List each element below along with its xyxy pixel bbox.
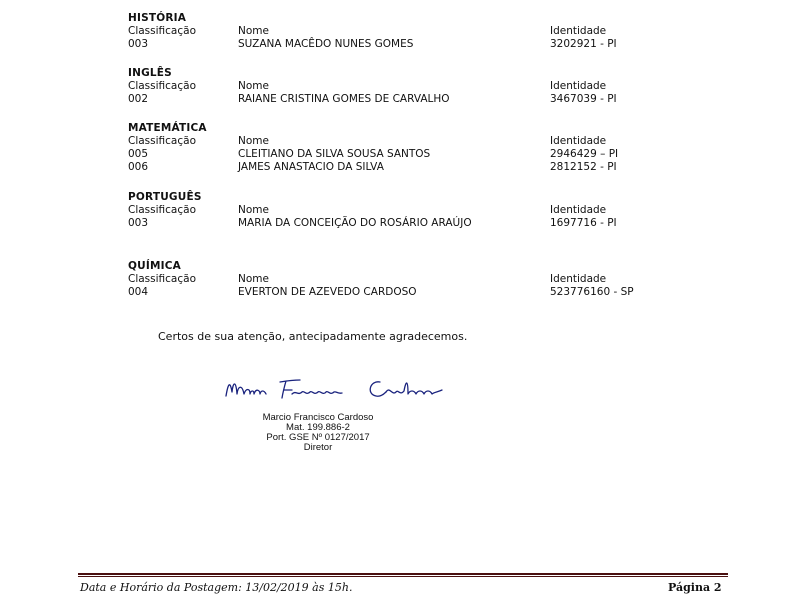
subject-title: PORTUGUÊS xyxy=(128,191,202,203)
subject-title: QUÍMICA xyxy=(128,260,181,272)
footer-rule-thin xyxy=(78,576,728,577)
handwritten-signature xyxy=(220,372,460,408)
header-classificacao: Classificação xyxy=(128,204,196,216)
header-identidade: Identidade xyxy=(550,135,607,147)
cell-nome: MARIA DA CONCEIÇÃO DO ROSÁRIO ARAÚJO xyxy=(238,217,472,229)
section-portugues xyxy=(128,191,688,230)
cell-classificacao: 003 xyxy=(128,217,149,229)
cell-nome: EVERTON DE AZEVEDO CARDOSO xyxy=(238,286,417,298)
cell-classificacao: 005 xyxy=(128,148,149,160)
header-row xyxy=(128,25,688,38)
cell-classificacao: 003 xyxy=(128,38,149,50)
cell-identidade: 1697716 - PI xyxy=(550,217,617,229)
header-row xyxy=(128,273,688,286)
header-classificacao: Classificação xyxy=(128,25,196,37)
table-row xyxy=(128,217,688,230)
cell-classificacao: 004 xyxy=(128,286,149,298)
footer-rule xyxy=(78,573,728,575)
cell-nome: SUZANA MACÊDO NUNES GOMES xyxy=(238,38,414,50)
subject-title: HISTÓRIA xyxy=(128,12,187,24)
header-classificacao: Classificação xyxy=(128,135,196,147)
header-nome: Nome xyxy=(238,135,269,147)
header-row xyxy=(128,80,688,93)
header-identidade: Identidade xyxy=(550,80,607,92)
header-nome: Nome xyxy=(238,80,269,92)
signer-name: Marcio Francisco Cardoso xyxy=(262,412,374,423)
cell-classificacao: 006 xyxy=(128,161,149,173)
closing-text: Certos de sua atenção, antecipadamente agradecemos. xyxy=(158,330,468,343)
section-matematica xyxy=(128,122,688,174)
cell-identidade: 523776160 - SP xyxy=(550,286,634,298)
cell-identidade: 3202921 - PI xyxy=(550,38,617,50)
header-nome: Nome xyxy=(238,204,269,216)
table-row xyxy=(128,148,688,161)
cell-identidade: 2812152 - PI xyxy=(550,161,617,173)
subject-title: INGLÊS xyxy=(128,67,172,79)
table-row xyxy=(128,286,688,299)
signer-mat: Mat. 199.886-2 xyxy=(286,422,350,433)
header-row xyxy=(128,135,688,148)
section-ingles xyxy=(128,67,688,106)
footer-posting-date: Data e Horário da Postagem: 13/02/2019 às 15h. xyxy=(80,581,353,594)
header-nome: Nome xyxy=(238,25,269,37)
cell-identidade: 2946429 – PI xyxy=(550,148,619,160)
signer-block xyxy=(228,413,408,453)
cell-classificacao: 002 xyxy=(128,93,149,105)
signer-port: Port. GSE Nº 0127/2017 xyxy=(266,432,370,443)
cell-nome: RAIANE CRISTINA GOMES DE CARVALHO xyxy=(238,93,450,105)
section-historia xyxy=(128,12,688,51)
header-classificacao: Classificação xyxy=(128,80,196,92)
table-row xyxy=(128,38,688,51)
cell-nome: CLEITIANO DA SILVA SOUSA SANTOS xyxy=(238,148,431,160)
cell-nome: JAMES ANASTACIO DA SILVA xyxy=(238,161,384,173)
header-identidade: Identidade xyxy=(550,273,607,285)
header-row xyxy=(128,204,688,217)
header-classificacao: Classificação xyxy=(128,273,196,285)
header-identidade: Identidade xyxy=(550,204,607,216)
table-row xyxy=(128,93,688,106)
section-quimica xyxy=(128,260,688,299)
table-row xyxy=(128,161,688,174)
signer-role: Diretor xyxy=(303,442,333,453)
header-identidade: Identidade xyxy=(550,25,607,37)
header-nome: Nome xyxy=(238,273,269,285)
page-number: Página 2 xyxy=(668,581,722,594)
cell-identidade: 3467039 - PI xyxy=(550,93,617,105)
subject-title: MATEMÁTICA xyxy=(128,122,207,134)
